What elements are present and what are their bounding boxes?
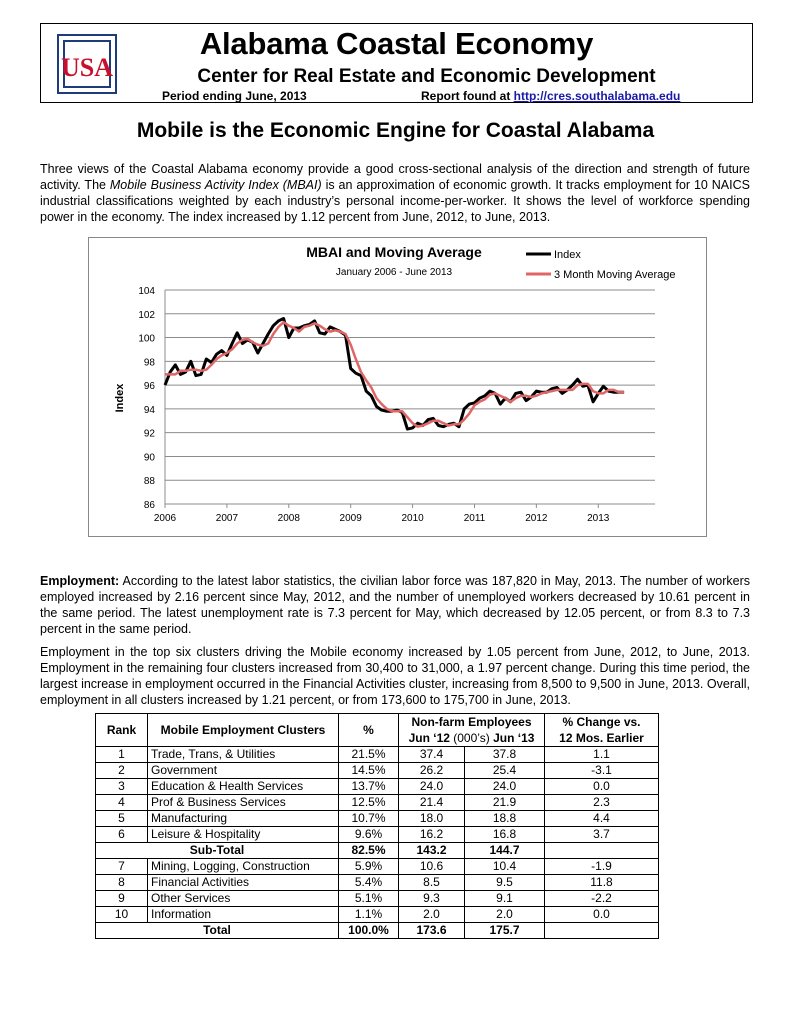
cell-percent: 5.4% <box>339 875 399 891</box>
cell-percent: 14.5% <box>339 763 399 779</box>
y-tick-label: 92 <box>143 428 155 440</box>
header-cluster: Mobile Employment Clusters <box>148 714 339 747</box>
cell-rank: 10 <box>96 907 148 923</box>
x-tick-label: 2013 <box>587 513 610 524</box>
cell-cluster: Mining, Logging, Construction <box>148 859 339 875</box>
cell-rank: 6 <box>96 827 148 843</box>
header-jun12: Jun ‘12 <box>408 730 450 745</box>
y-tick-label: 88 <box>143 476 155 488</box>
cell-percent: 5.9% <box>339 859 399 875</box>
logo-letters: USA <box>60 53 114 82</box>
y-tick-label: 98 <box>143 357 155 369</box>
report-location <box>421 89 680 103</box>
cell-change: 0.0 <box>545 907 659 923</box>
table-subtotal-body <box>96 843 659 859</box>
cell-cluster: Manufacturing <box>148 811 339 827</box>
cell-jun12: 9.3 <box>399 891 465 907</box>
subtotal-jun12: 143.2 <box>399 843 465 859</box>
cell-rank: 2 <box>96 763 148 779</box>
cell-jun13: 25.4 <box>465 763 545 779</box>
cell-jun13: 2.0 <box>465 907 545 923</box>
header-subtitle: Center for Real Estate and Economic Development <box>197 66 656 87</box>
employment-label: Employment: <box>40 574 120 588</box>
cell-change: 11.8 <box>545 875 659 891</box>
cell-cluster: Financial Activities <box>148 875 339 891</box>
table-row-subtotal <box>96 843 659 859</box>
y-tick-label: 94 <box>143 404 155 416</box>
cell-rank: 1 <box>96 747 148 763</box>
intro-italic: Mobile Business Activity Index (MBAI) <box>109 178 322 192</box>
header-nonfarm: Non-farm Employees <box>399 714 545 731</box>
cell-percent: 10.7% <box>339 811 399 827</box>
cell-change: -1.9 <box>545 859 659 875</box>
table-total-body <box>96 923 659 939</box>
cell-cluster: Trade, Trans, & Utilities <box>148 747 339 763</box>
subtotal-change <box>545 843 659 859</box>
cell-jun13: 9.5 <box>465 875 545 891</box>
employment-clusters-table <box>95 713 659 939</box>
cell-cluster: Education & Health Services <box>148 779 339 795</box>
cell-jun13: 18.8 <box>465 811 545 827</box>
table-row <box>96 875 659 891</box>
clusters-paragraph: Employment in the top six clusters driving the Mobile economy increased by 1.05 percent from June, 2012, to June, 2013. Employment in the remaining four clusters increased from 30,400 to 31,000, a 1.97 percent change. During this time period, the largest increase in employment occurred in the Financial Activities cluster, increasing from 8,500 to 9,500 in June, 2013. Overall, employment in all clusters increased by 1.21 percent, or from 173,600 to 175,700 in June, 2013. <box>40 645 750 707</box>
intro-paragraph <box>40 161 750 225</box>
chart-title: MBAI and Moving Average <box>306 244 482 260</box>
table-row <box>96 859 659 875</box>
cell-jun12: 24.0 <box>399 779 465 795</box>
total-change <box>545 923 659 939</box>
x-tick-label: 2009 <box>339 513 362 524</box>
header-rank: Rank <box>96 714 148 747</box>
y-tick-label: 96 <box>143 381 155 393</box>
cell-jun13: 37.8 <box>465 747 545 763</box>
cell-jun12: 10.6 <box>399 859 465 875</box>
cell-jun13: 10.4 <box>465 859 545 875</box>
cell-rank: 5 <box>96 811 148 827</box>
y-tick-label: 86 <box>143 500 155 511</box>
chart-axes <box>138 286 655 524</box>
cell-jun12: 37.4 <box>399 747 465 763</box>
cell-rank: 9 <box>96 891 148 907</box>
cell-jun13: 16.8 <box>465 827 545 843</box>
table-row <box>96 763 659 779</box>
cell-change: -2.2 <box>545 891 659 907</box>
cell-cluster: Other Services <box>148 891 339 907</box>
intro-text-2: is an approximation of economic growth. It tracks employment for 10 NAICS industrial classifications weighted by each industry’s personal income-per-worker. It shows the level of workforce spending power in the economy. The index increased by 1.12 percent from June, 2012, to June, 2013. <box>40 178 750 224</box>
y-axis-label: Index <box>114 383 126 413</box>
page-title: Mobile is the Economic Engine for Coastal Alabama <box>136 119 655 142</box>
cell-jun12: 18.0 <box>399 811 465 827</box>
cell-change: 2.3 <box>545 795 659 811</box>
cell-percent: 13.7% <box>339 779 399 795</box>
total-jun12: 173.6 <box>399 923 465 939</box>
cell-jun12: 2.0 <box>399 907 465 923</box>
chart-grid <box>165 290 655 504</box>
cell-jun13: 21.9 <box>465 795 545 811</box>
cell-cluster: Government <box>148 763 339 779</box>
total-percent: 100.0% <box>339 923 399 939</box>
total-label: Total <box>96 923 339 939</box>
table-row <box>96 891 659 907</box>
legend-label-moving-average: 3 Month Moving Average <box>554 269 676 281</box>
y-tick-label: 104 <box>138 286 155 297</box>
subtotal-percent: 82.5% <box>339 843 399 859</box>
legend-label-index: Index <box>554 249 581 261</box>
x-tick-label: 2010 <box>401 513 424 524</box>
cell-rank: 4 <box>96 795 148 811</box>
table-header-row <box>96 714 659 731</box>
mbai-chart <box>88 237 707 537</box>
header-jun13: Jun ‘13 <box>493 730 535 745</box>
y-tick-label: 90 <box>143 452 155 464</box>
table-row <box>96 907 659 923</box>
x-tick-label: 2008 <box>277 513 300 524</box>
subtotal-jun13: 144.7 <box>465 843 545 859</box>
chart-subtitle: January 2006 - June 2013 <box>335 267 453 278</box>
header-change-2: 12 Mos. Earlier <box>545 730 659 747</box>
cell-cluster: Prof & Business Services <box>148 795 339 811</box>
y-tick-label: 102 <box>138 309 155 321</box>
chart-canvas <box>89 238 708 538</box>
cell-jun13: 9.1 <box>465 891 545 907</box>
cell-jun12: 16.2 <box>399 827 465 843</box>
table-body-top <box>96 747 659 843</box>
table-body-bottom <box>96 859 659 923</box>
table-row-total <box>96 923 659 939</box>
y-tick-label: 100 <box>138 333 155 345</box>
intro-text-1: Three views of the Coastal Alabama economy provide a good cross-sectional analysis of the direction and strength of future activity. The <box>40 162 750 192</box>
cell-percent: 12.5% <box>339 795 399 811</box>
header-units: (000’s) <box>449 730 494 745</box>
header-title: Alabama Coastal Economy <box>199 26 594 61</box>
employment-text: According to the latest labor statistics, the civilian labor force was 187,820 in May, 2013. The number of workers employed increased by 2.16 percent since May, 2012, and the number of unemployed workers decreased by 10.61 percent in the same period. The latest unemployment rate is 7.3 percent for May, which decreased by 12.05 percent, or from 8.3 to 7.3 percent in the same period. <box>40 574 750 636</box>
table-row <box>96 811 659 827</box>
table-row <box>96 827 659 843</box>
header-nonfarm-years <box>399 730 545 747</box>
header-percent: % <box>339 714 399 747</box>
cell-percent: 9.6% <box>339 827 399 843</box>
cell-rank: 8 <box>96 875 148 891</box>
x-tick-label: 2012 <box>525 513 548 524</box>
cell-rank: 3 <box>96 779 148 795</box>
cell-percent: 1.1% <box>339 907 399 923</box>
employment-paragraph <box>40 573 750 637</box>
cell-percent: 5.1% <box>339 891 399 907</box>
subtotal-label: Sub-Total <box>96 843 339 859</box>
x-tick-label: 2007 <box>215 513 239 524</box>
chart-series <box>165 319 624 430</box>
report-header <box>40 23 753 103</box>
table-row <box>96 795 659 811</box>
report-prefix: Report found at <box>421 89 514 103</box>
period-label: Period ending June, 2013 <box>162 89 307 103</box>
cell-change: 4.4 <box>545 811 659 827</box>
cell-jun12: 8.5 <box>399 875 465 891</box>
total-jun13: 175.7 <box>465 923 545 939</box>
x-tick-label: 2011 <box>463 513 486 524</box>
x-tick-label: 2006 <box>153 513 177 524</box>
cell-change: 1.1 <box>545 747 659 763</box>
cell-change: 0.0 <box>545 779 659 795</box>
header-change-1: % Change vs. <box>545 714 659 731</box>
cell-cluster: Leisure & Hospitality <box>148 827 339 843</box>
cell-cluster: Information <box>148 907 339 923</box>
cell-change: 3.7 <box>545 827 659 843</box>
cell-jun12: 21.4 <box>399 795 465 811</box>
cell-jun12: 26.2 <box>399 763 465 779</box>
cell-change: -3.1 <box>545 763 659 779</box>
chart-legend <box>526 249 675 281</box>
cell-jun13: 24.0 <box>465 779 545 795</box>
report-link[interactable]: http://cres.southalabama.edu <box>513 89 681 103</box>
cell-percent: 21.5% <box>339 747 399 763</box>
table-row <box>96 779 659 795</box>
table-row <box>96 747 659 763</box>
cell-rank: 7 <box>96 859 148 875</box>
